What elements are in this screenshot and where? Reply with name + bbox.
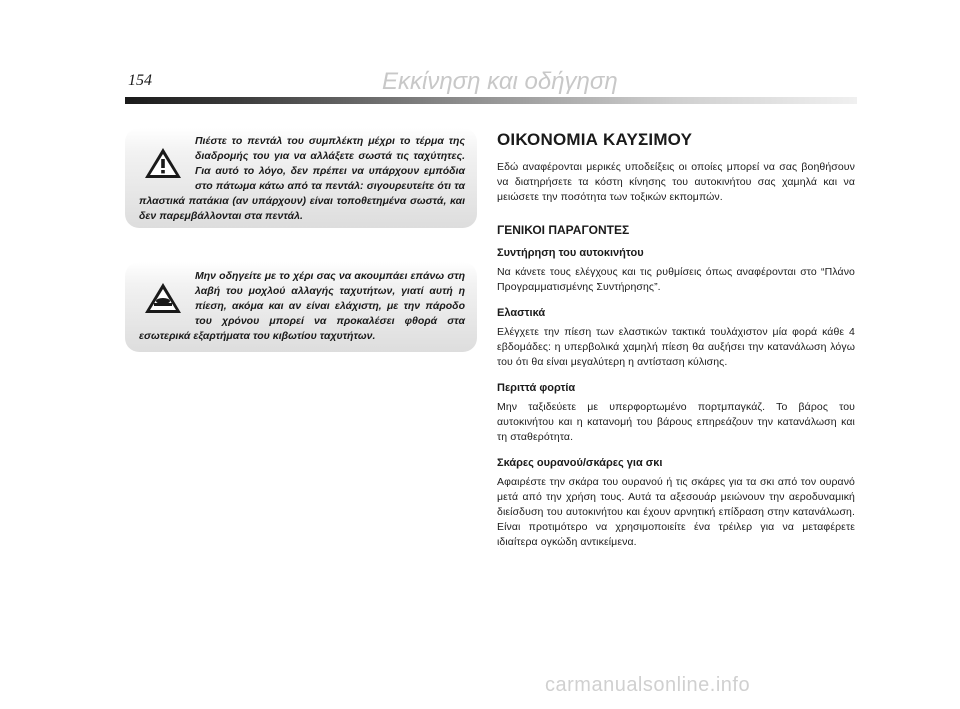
warning-text: Μην οδηγείτε με το χέρι σας να ακουμπάει επάνω στη λαβή του μοχλού αλλαγής ταχυτήτων, γιατί αυτή η πίεση, ακόμα και αν είναι ελάχιστη, με την πάροδο του χρόνου μπορεί να προκαλέσει φθορά στα εσωτερικά εξαρτήματα του κιβωτίου ταχυτήτων. xyxy=(139,270,465,342)
warning-box-pedals xyxy=(125,128,477,228)
right-column xyxy=(497,130,855,562)
main-heading: ΟΙΚΟΝΟΜΙΑ ΚΑΥΣΙΜΟΥ xyxy=(497,130,693,149)
subheading-tyres: Ελαστικά xyxy=(497,307,546,319)
subheading-loads: Περιττά φορτία xyxy=(497,382,576,394)
hand-on-lever-caution-icon xyxy=(143,281,183,315)
paragraph-tyres: Ελέγχετε την πίεση των ελαστικών τακτικά τουλάχιστον μία φορά κάθε 4 εβδομάδες: η υπερβολικά χαμηλή πίεση θα αυξήσει την κατανάλωση λόγω του ότι θα είναι μεγαλύτερη η αντίσταση κύλισης. xyxy=(497,326,855,368)
warning-triangle-icon xyxy=(143,146,183,180)
intro-paragraph: Εδώ αναφέρονται μερικές υποδείξεις οι οποίες μπορεί να σας βοηθήσουν να διατηρήσετε τα κόστη κίνησης του αυτοκινήτου σας χαμηλά και να μειώσετε την ποσότητα των τοξικών εκπομπών. xyxy=(497,161,855,203)
paragraph-roof-racks: Αφαιρέστε την σκάρα του ουρανού ή τις σκάρες για τα σκι από τον ουρανό μετά από την χρήση τους. Αυτά τα αξεσουάρ μειώνουν την αεροδυναμική διείσδυση του αυτοκινήτου και έχουν αρνητική επίδραση στην κατανάλωση. Είναι προτιμότερο να χρησιμοποιείτε ένα τρέιλερ για να μεταφέρετε ιδιαίτερα ογκώδη αντικείμενα. xyxy=(497,476,855,548)
paragraph-maintenance: Να κάνετε τους ελέγχους και τις ρυθμίσεις όπως αναφέρονται στο “Πλάνο Προγραμματισμένης Συντήρησης”. xyxy=(497,266,855,293)
paragraph-loads: Μην ταξιδεύετε με υπερφορτωμένο πορτμπαγκάζ. Το βάρος του αυτοκινήτου και η κατανομή του βάρους επηρεάζουν την κατανάλωση και τη σταθερότητα. xyxy=(497,401,855,443)
watermark: carmanualsonline.info xyxy=(545,674,751,696)
page-number: 154 xyxy=(128,72,152,89)
section-heading: ΓΕΝΙΚΟΙ ΠΑΡΑΓΟΝΤΕΣ xyxy=(497,223,630,237)
subheading-roof-racks: Σκάρες ουρανού/σκάρες για σκι xyxy=(497,457,663,469)
warning-text: Πιέστε το πεντάλ του συμπλέκτη μέχρι το τέρμα της διαδρομής του για να αλλάξετε σωστά τις ταχύτητες. Για αυτό το λόγο, δεν πρέπει να υπάρχουν εμπόδια στο πάτωμα κάτω από τα πεντάλ: σιγουρευτείτε ότι τα πλαστικά πατάκια (αν υπάρχουν) είναι τοποθετημένα σωστά, και δεν παρεμβάλλονται στα πεντάλ. xyxy=(139,135,465,222)
header-rule xyxy=(125,97,857,104)
subheading-maintenance: Συντήρηση του αυτοκινήτου xyxy=(497,247,644,259)
page-title: Εκκίνηση και οδήγηση xyxy=(382,68,618,95)
warning-box-gear-lever xyxy=(125,262,477,352)
